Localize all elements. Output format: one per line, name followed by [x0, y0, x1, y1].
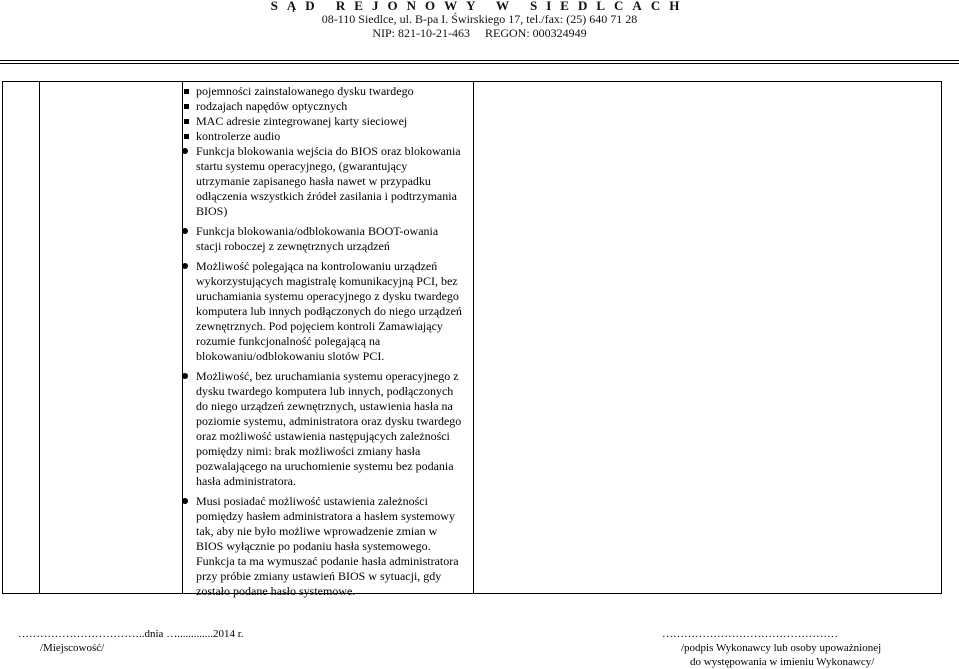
- list-item: MAC adresie zintegrowanej karty sieciowej: [164, 114, 464, 129]
- list-item: Musi posiadać możliwość ustawienia zależności pomiędzy hasłem administratora a hasłem systemowy tak, aby nie było możliwe wprowadzenie zmian w BIOS wyłącznie po podaniu hasła systemowego. Funkcja ta ma wymuszać podanie hasła administratora przy próbie zmiany ustawień BIOS w sytuacji, gdy zostało podane hasło systemowe.: [164, 494, 464, 599]
- specification-table: [2, 81, 942, 594]
- court-name: SĄD REJONOWY W SIEDLCACH: [270, 0, 689, 12]
- signature-caption-line2: do występowania w imieniu Wykonawcy/: [690, 656, 875, 668]
- court-address: 08-110 Siedlce, ul. B-pa I. Świrskiego 17, tel./fax: (25) 640 71 28: [321, 12, 638, 26]
- list-item: Funkcja blokowania/odblokowania BOOT-owania stacji roboczej z zewnętrznych urządzeń: [164, 224, 464, 254]
- court-tax-ids: NIP: 821-10-21-463 REGON: 000324949: [372, 26, 587, 40]
- signature-caption-line1: /podpis Wykonawcy lub osoby upoważnionej: [681, 642, 882, 654]
- specification-list: [164, 84, 464, 599]
- list-item: Funkcja blokowania wejścia do BIOS oraz blokowania startu systemu operacyjnego, (gwarantujący utrzymanie zapisanego hasła nawet w przypadku odłączenia wszystkich źródeł zasilania i podtrzymania BIOS): [164, 144, 464, 219]
- table-column-divider-3: [473, 82, 474, 593]
- place-label: /Miejscowość/: [40, 642, 105, 654]
- list-item: rodzajach napędów optycznych: [164, 99, 464, 114]
- header-rule-bottom: [0, 63, 959, 64]
- list-item: kontrolerze audio: [164, 129, 464, 144]
- list-item: pojemności zainstalowanego dysku twardego: [164, 84, 464, 99]
- signature-dots: …………………………………………: [662, 628, 838, 640]
- list-item: Możliwość polegająca na kontrolowaniu urządzeń wykorzystujących magistralę komunikacyjną PCI, bez uruchamiania systemu operacyjnego z dysku twardego komputera lub innych podłączonych do niego urządzeń zewnętrznych. Pod pojęciem kontroli Zamawiający rozumie funkcjonalność polegającą na blokowaniu/odblokowaniu slotów PCI.: [164, 259, 464, 364]
- document-header: [0, 0, 959, 40]
- table-column-divider-1: [39, 82, 40, 593]
- header-rule-top: [0, 60, 959, 61]
- list-item: Możliwość, bez uruchamiania systemu operacyjnego z dysku twardego komputera lub innych, podłączonych do niego urządzeń zewnętrznych, ustawienia hasła na poziomie systemu, administratora oraz dysku twardego oraz możliwość ustawienia następujących zależności pomiędzy nimi: brak możliwości zmiany hasła pozwalającego na uruchomienie systemu bez podania hasła administratora.: [164, 369, 464, 489]
- place-date-line: ……………………………..dnia ….............2014 r.: [18, 628, 244, 640]
